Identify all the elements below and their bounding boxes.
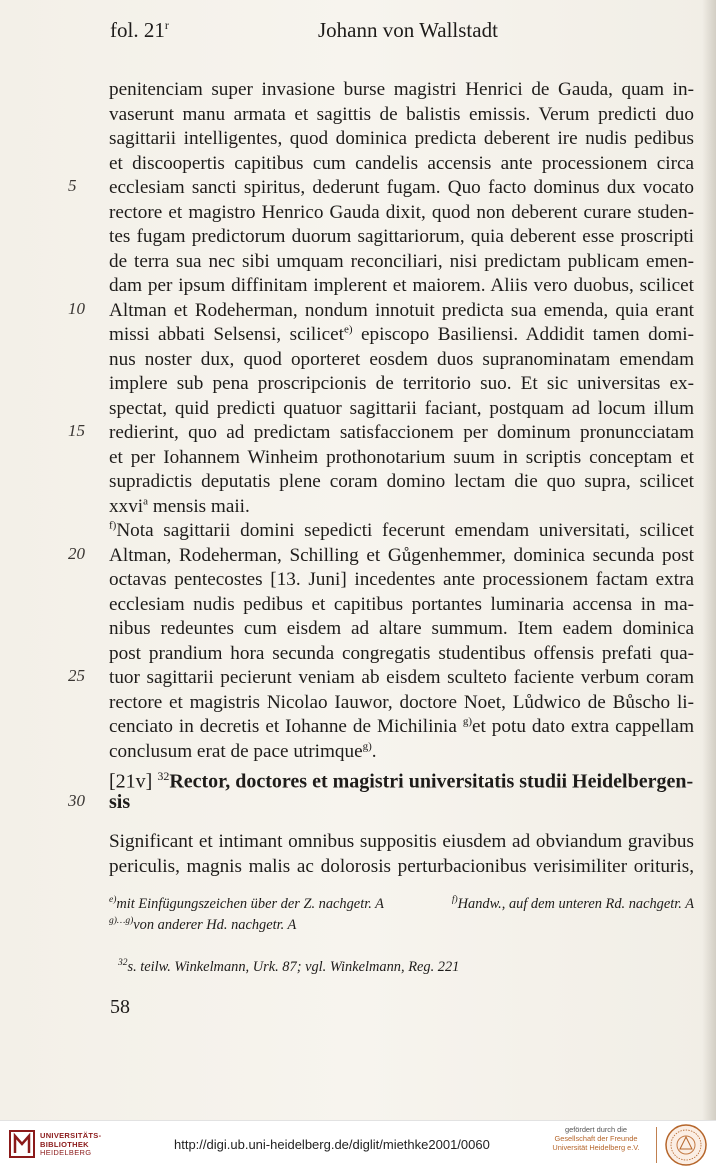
running-head-author: Johann von Wallstadt: [318, 18, 498, 42]
text-line: cenciato in decretis et Iohanne de Michilinia $^{g)}$et potu dato extra cappellam: [109, 715, 694, 737]
sponsor-credit[interactable]: gefördert durch die Gesellschaft der Freunde Universität Heidelberg e.V.: [552, 1125, 640, 1152]
text-line: tuor sagittarii pecierunt veniam ab eisdem sculteto faciente verbum coram: [109, 667, 694, 688]
page-number: 58: [110, 996, 130, 1018]
text-line: nibus redeuntes cum eisdem ad altare summum. Item eadem dominica: [109, 618, 694, 639]
page-edge-shadow: [702, 0, 716, 1120]
text-line: rectore et magistro Henrico Gauda dixit, quod non deberent curare studen-: [109, 201, 694, 223]
text-line: ecclesiam nudis pedibus et capitibus portantes luminaria accensa in ma-: [109, 593, 694, 615]
commentary-note-32: $^{32}$s. teilw. Winkelmann, Urk. 87; vgl. Winkelmann, Reg. 221: [118, 958, 460, 975]
text-line: post prandium hora secunda congregatis studentibus offensis prefati qua-: [109, 642, 694, 664]
text-line: ecclesiam sancti spiritus, dederunt fugam. Quo facto dominus dux vocato: [109, 177, 694, 198]
intro-text-block: [109, 830, 694, 879]
text-line: sagittarii intelligentes, quod dominica predicta deberent ire nudis pedibus: [109, 128, 694, 149]
permalink-url[interactable]: http://digi.ub.uni-heidelberg.de/diglit/miethke2001/0060: [174, 1137, 490, 1152]
footnote-g: $^{g)\dots g)}$von anderer Hd. nachgetr. A: [109, 916, 297, 933]
text-line: et discoopertis capitibus cum candelis accensis ante processionem circa: [109, 152, 694, 174]
sponsor-divider: [656, 1127, 657, 1163]
digitization-footer: [0, 1120, 716, 1169]
text-line: missi abbati Selsensi, scilicet$^{e)}$ episcopo Basiliensi. Addidit tamen domi-: [109, 323, 694, 345]
university-seal-icon: [664, 1123, 708, 1167]
text-line: Altman, Rodeherman, Schilling et Gůgenhemmer, dominica secunda post: [109, 544, 694, 566]
text-line: vaserunt manu armata et sagittis de balistis emissis. Verum predicti duo: [109, 103, 694, 125]
line-number: 25: [68, 666, 85, 685]
line-number: 15: [68, 421, 85, 440]
text-line: penitenciam super invasione burse magistri Henrici de Gauda, quam in-: [109, 79, 694, 100]
heading-footnote-mark: 32: [157, 769, 170, 783]
line-number: 30: [68, 791, 85, 810]
text-line: redierint, quo ad predictam satisfaccionem per dominum pronuncciatam: [109, 422, 694, 443]
text-line: dam per ipsum diffinitam implerent et maiorem. Aliis vero duobus, scilicet: [109, 275, 694, 296]
footnote-mark: g): [462, 715, 473, 728]
library-logo-icon: [8, 1129, 36, 1159]
footnote-mark: a: [143, 495, 149, 508]
footnote-mark: g): [362, 740, 372, 753]
line-number: 10: [68, 298, 85, 318]
text-line: rectore et magistris Nicolao Iauwor, doctore Noet, Lůdwico de Bůscho li-: [109, 691, 694, 713]
heading-folio-ref: [21v]: [109, 770, 158, 793]
section-heading: [109, 763, 694, 815]
text-line: supradictis deputatis plene coram domino lectam die quo supra, scilicet: [109, 471, 694, 492]
text-line: xxvi$^a$ mensis maii.: [109, 495, 250, 517]
text-line: spectat, quid predicti quatuor sagittarii faciant, postquam ad locum illum: [109, 397, 694, 419]
text-line: octavas pentecostes [13. Juni] incedentes ante processionem factam extra: [109, 569, 694, 590]
text-line: implere sub pena proscripcionis de territorio suo. Et sic universitas ex-: [109, 373, 694, 394]
text-line: tes fugam predictorum duorum sagittariorum, quia deberent esse proscripti: [109, 226, 694, 247]
text-line: $^{f)}$Nota sagittarii domini sepedicti fecerunt emendam universitati, scilicet: [109, 519, 694, 541]
footnote-e: $^{e)}$mit Einfügungszeichen über der Z. nachgetr. A: [109, 895, 384, 912]
folio-reference: fol. 21$^r$: [110, 18, 169, 42]
text-line: nus noster dux, quod oporteret eosdem duos supranominatam emendam: [109, 348, 694, 370]
footnote-f: $^{f)}$Handw., auf dem unteren Rd. nachgetr. A: [451, 895, 694, 912]
line-number: 20: [68, 543, 85, 563]
text-line: Altman et Rodeherman, nondum innotuit predicta sua emenda, quia erant: [109, 299, 694, 321]
library-name[interactable]: UNIVERSITÄTS- BIBLIOTHEK HEIDELBERG: [40, 1131, 102, 1157]
line-number: 5: [68, 176, 77, 195]
text-line: conclusum erat de pace utrimque$^{g)}$.: [109, 740, 377, 762]
footnote-mark: f): [109, 519, 117, 532]
heading-line-1: Rector, doctores et magistri universitatis studii Heidelbergen-: [169, 770, 694, 793]
text-line: periculis, magnis malis ac dolorosis perturbacionibus verisimiliter orituris,: [109, 855, 694, 877]
main-text-block: [109, 78, 694, 764]
critical-apparatus: [109, 890, 694, 932]
text-line: de terra sua nec sibi umquam reconciliari, nisi predictam publicam emen-: [109, 250, 694, 272]
text-line: et per Iohannem Winheim prothonotarium suum in scriptis conceptam et: [109, 446, 694, 468]
footnote-mark: e): [343, 323, 353, 336]
heading-line-2: sis: [109, 791, 131, 813]
text-line: Significant et intimant omnibus suppositis eiusdem ad obviandum gravibus: [109, 831, 694, 852]
